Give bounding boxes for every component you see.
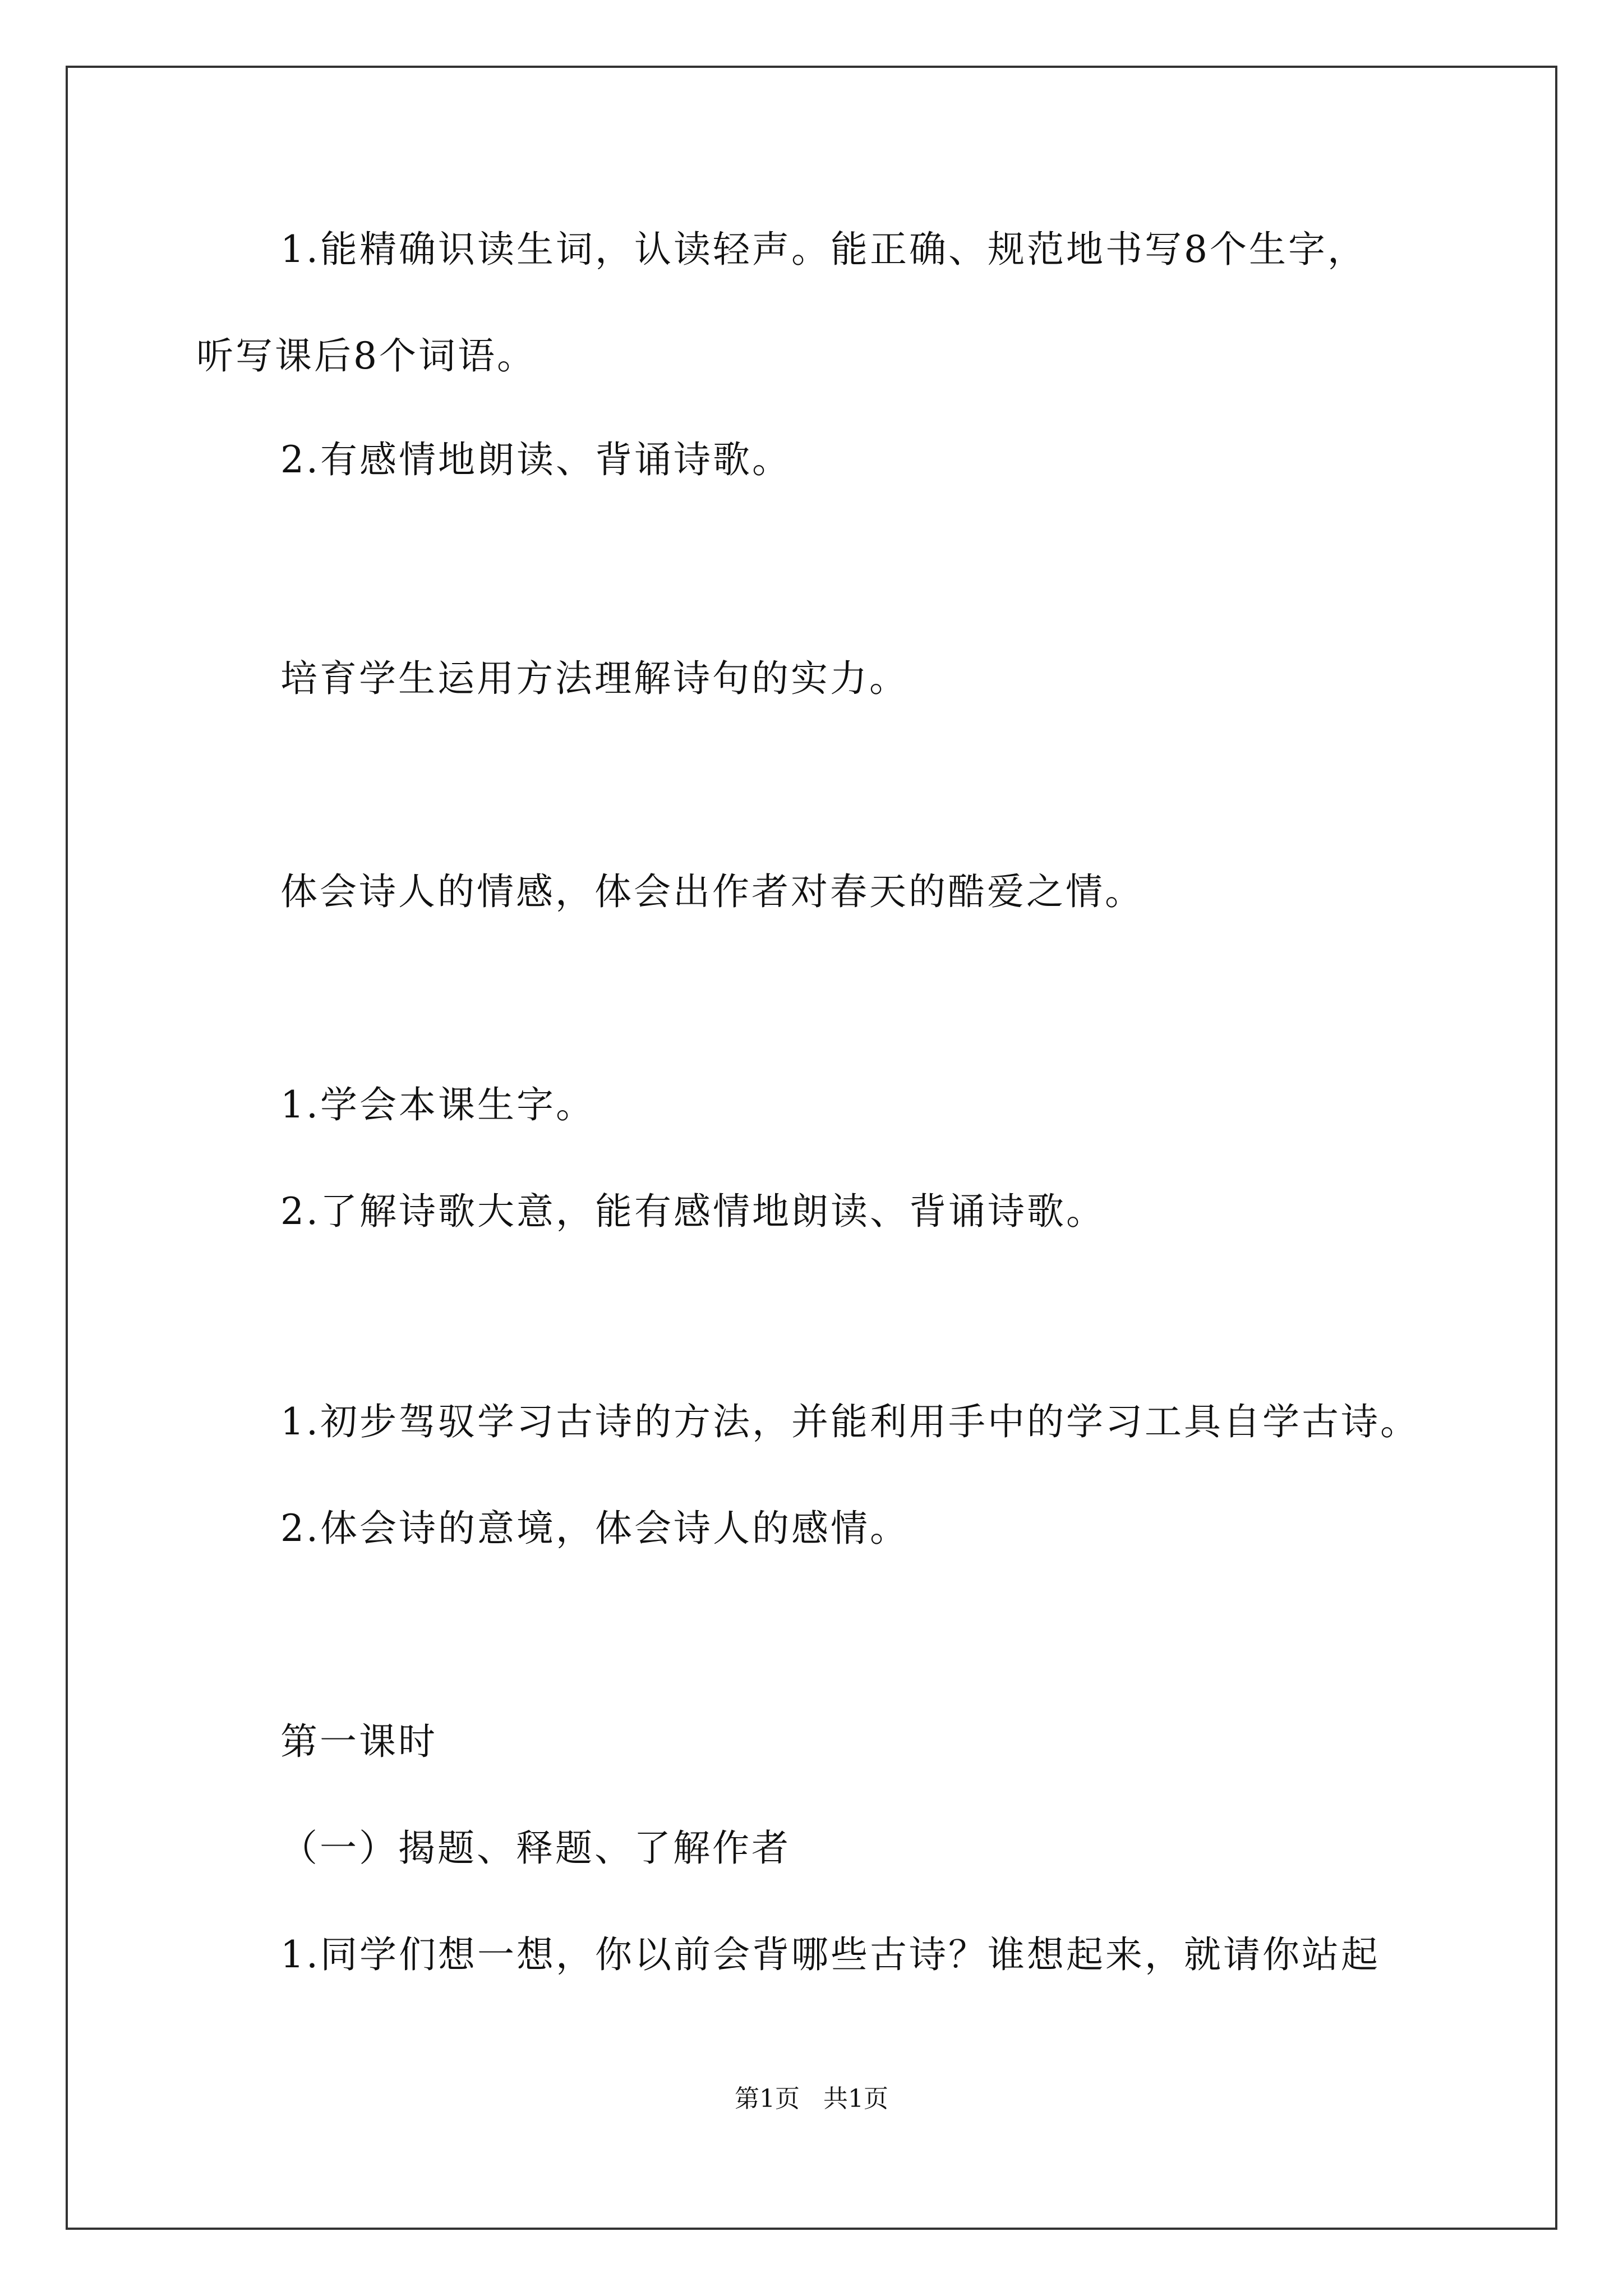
page-footer: 第1页 共1页 (735, 2085, 888, 2113)
objective-line-1-continued: 听写课后8个词语。 (196, 334, 536, 378)
key-point-1: 1.学会本课生字。 (280, 1083, 595, 1126)
difficulty-2: 2.体会诗的意境，体会诗人的感情。 (280, 1507, 909, 1550)
activity-line-1: 1.同学们想一想，你以前会背哪些古诗？谁想起来，就请你站起 (280, 1933, 1380, 1976)
key-point-2: 2.了解诗歌大意，能有感情地朗读、背诵诗歌。 (280, 1190, 1105, 1233)
difficulty-1: 1.初步驾驭学习古诗的方法，并能利用手中的学习工具自学古诗。 (280, 1400, 1419, 1443)
section-heading: （一）揭题、释题、了解作者 (280, 1826, 791, 1870)
ability-goal: 培育学生运用方法理解诗句的实力。 (280, 657, 909, 700)
page-border (66, 66, 1557, 2230)
emotion-goal: 体会诗人的情感，体会出作者对春天的酷爱之情。 (280, 870, 1144, 913)
objective-line-2: 2.有感情地朗读、背诵诗歌。 (280, 438, 791, 481)
lesson-heading: 第一课时 (280, 1720, 437, 1763)
objective-line-1: 1.能精确识读生词，认读轻声。能正确、规范地书写8个生字， (280, 228, 1367, 271)
